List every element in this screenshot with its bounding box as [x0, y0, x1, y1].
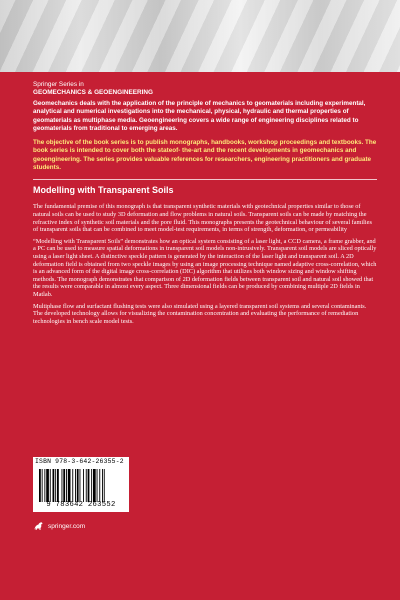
barcode-box [33, 457, 129, 512]
series-name: GEOMECHANICS & GEOENGINEERING [33, 89, 154, 96]
series-objective: The objective of the book series is to publish monographs, handbooks, workshop proceedings and textbooks. The book series is intended to cover both the stateof- the-art and the recent developments in geomechanics and geoengineering. The series provides valuable references for researchers, engineering practitioners and graduate students. [33, 139, 377, 172]
description-paragraph: Multiphase flow and surfactant flushing tests were also simulated using a layered transparent soil systems and several contaminants. The developed technology allows for visualizing the contamination concentration and evaluating the performance of remediation technologies in bench scale model tests. [33, 302, 367, 325]
springer-horse-icon [33, 521, 44, 531]
cover-content [33, 72, 377, 325]
series-description: Geomechanics deals with the application of the principle of mechanics to geomaterials including experimental, analytical and numerical investigations into the mechanical, physical, hydraulic and thermal properties of geomaterials as multiphase media. Geoengineering covers a wide range of engineering disciplines related to geomaterials from traditional to emerging areas. [33, 100, 366, 132]
barcode-number: 9 783642 263552 [46, 501, 116, 509]
description-paragraph: The fundamental premise of this monograph is that transparent synthetic materials with geotechnical properties similar to those of natural soils can be used to study 3D deformation and flow problems in natural soils. Transparent soils can be made by matching the refractive index of synthetic soil materials and the pore fluid. This monographs presents the geotechnical behaviour of several families of transparent soils that can be combined to meet model-test requirements, in terms of strength, deformation, or permeability [33, 203, 372, 234]
book-title: Modelling with Transparent Soils [33, 185, 174, 196]
barcode-bars [39, 469, 123, 502]
description-paragraph: “Modelling with Transparent Soils” demonstrates how an optical system consisting of a laser light, a CCD camera, a frame grabber, and a PC can be used to measure spatial deformations in transparent soil models non-intrusively. Transparent soil models are sliced optically using a laser light sheet. A distinctive speckle pattern is generated by the interaction of the laser light and transparent soil. A 2D deformation field is obtained from two speckle images by using an image processing technique named adaptive cross-correlation, which is an advanced form of the digital image cross-correlation (DIC) algorithm that utilizes both window sizing and window shifting methods. The monograph demonstrates that comparison of 2D deformation fields between transparent soil and natural soil showed that the results were comparable in almost every aspect. Three dimensional fields can be produced by combining multiple 2D fields in Matlab. [33, 237, 377, 298]
isbn-label: ISBN 978-3-642-26355-2 [35, 458, 124, 465]
footer [33, 521, 85, 531]
cover-image-band [0, 0, 400, 72]
website-link[interactable]: springer.com [48, 522, 86, 530]
series-line: Springer Series in [33, 81, 84, 88]
divider [33, 179, 377, 180]
